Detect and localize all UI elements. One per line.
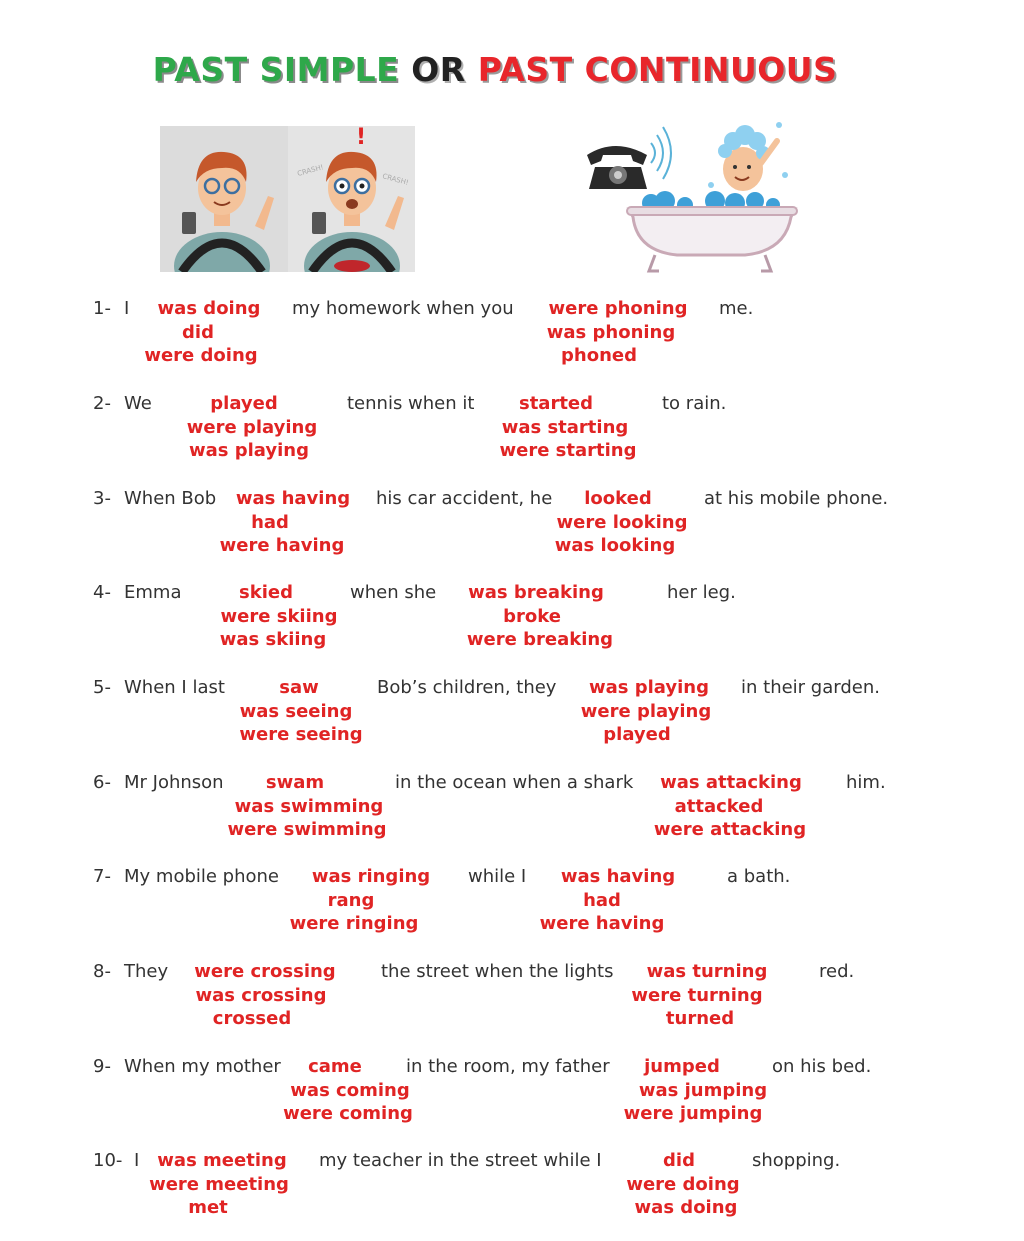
blank2-option-1[interactable]: was breaking — [468, 582, 604, 603]
exercise-number: 4- — [93, 582, 111, 603]
blank1-option-3[interactable]: was skiing — [219, 629, 327, 650]
blank1-option-2[interactable]: was crossing — [195, 985, 327, 1006]
sentence-start: I — [124, 298, 130, 319]
blank1-option-2[interactable]: was coming — [290, 1080, 410, 1101]
sentence-middle: the street when the lights — [381, 961, 614, 982]
blank1-option-1[interactable]: were crossing — [194, 961, 336, 982]
blank2-option-3[interactable]: phoned — [561, 345, 637, 366]
exercise-number: 5- — [93, 677, 111, 698]
exercise-number: 2- — [93, 393, 111, 414]
exercise-number: 6- — [93, 772, 111, 793]
blank1-option-3[interactable]: were having — [219, 535, 345, 556]
blank2-option-3[interactable]: was looking — [554, 535, 676, 556]
exercise-10 — [0, 1150, 1024, 1240]
title-past-continuous: PAST CONTINUOUS — [477, 50, 838, 89]
blank2-option-1[interactable]: started — [518, 393, 594, 414]
sentence-end: on his bed. — [772, 1056, 872, 1077]
blank2-option-1[interactable]: was having — [560, 866, 676, 887]
blank1-option-1[interactable]: came — [308, 1056, 362, 1077]
sentence-start: My mobile phone — [124, 866, 280, 887]
drivers-illustration — [160, 126, 415, 272]
blank2-option-3[interactable]: turned — [665, 1008, 735, 1029]
sentence-middle: when she — [350, 582, 437, 603]
title-past-simple: PAST SIMPLE — [152, 50, 400, 89]
sentence-end: him. — [846, 772, 886, 793]
title-or: OR — [411, 50, 466, 89]
blank1-option-3[interactable]: met — [188, 1197, 228, 1218]
blank1-option-1[interactable]: was having — [235, 488, 351, 509]
exercise-6 — [0, 772, 1024, 862]
sentence-start: When my mother — [124, 1056, 281, 1077]
sentence-start: They — [124, 961, 169, 982]
blank2-option-1[interactable]: were phoning — [548, 298, 688, 319]
exercise-4 — [0, 582, 1024, 672]
blank2-option-2[interactable]: was jumping — [638, 1080, 768, 1101]
blank1-option-2[interactable]: were skiing — [220, 606, 338, 627]
sentence-end: a bath. — [727, 866, 791, 887]
blank1-option-1[interactable]: saw — [279, 677, 319, 698]
blank1-option-3[interactable]: were doing — [144, 345, 258, 366]
blank1-option-2[interactable]: were meeting — [149, 1174, 289, 1195]
blank1-option-3[interactable]: crossed — [212, 1008, 292, 1029]
exercise-number: 1- — [93, 298, 111, 319]
blank1-option-2[interactable]: did — [182, 322, 214, 343]
blank2-option-2[interactable]: were turning — [631, 985, 763, 1006]
blank1-option-1[interactable]: swam — [265, 772, 325, 793]
sentence-middle: tennis when it — [347, 393, 475, 414]
sentence-start: When Bob — [124, 488, 217, 509]
telephone-icon — [587, 127, 671, 189]
blank1-option-2[interactable]: was seeing — [239, 701, 353, 722]
blank1-option-2[interactable]: were playing — [186, 417, 318, 438]
blank2-option-2[interactable]: was starting — [501, 417, 629, 438]
exercise-number: 3- — [93, 488, 111, 509]
blank2-option-2[interactable]: attacked — [674, 796, 764, 817]
exercise-7 — [0, 866, 1024, 956]
blank1-option-1[interactable]: was doing — [157, 298, 261, 319]
exercise-1 — [0, 298, 1024, 388]
sentence-middle: my homework when you — [292, 298, 514, 319]
exercise-2 — [0, 393, 1024, 483]
blank2-option-3[interactable]: were attacking — [653, 819, 807, 840]
blank2-option-1[interactable]: jumped — [644, 1056, 720, 1077]
phone-bath-illustration — [585, 115, 800, 275]
blank2-option-1[interactable]: was playing — [588, 677, 710, 698]
sentence-start: Emma — [124, 582, 182, 603]
exercise-number: 8- — [93, 961, 111, 982]
blank2-option-2[interactable]: was phoning — [546, 322, 676, 343]
exercise-9 — [0, 1056, 1024, 1146]
exercise-5 — [0, 677, 1024, 767]
blank1-option-3[interactable]: was playing — [188, 440, 310, 461]
blank1-option-1[interactable]: was ringing — [311, 866, 431, 887]
sentence-middle: in the ocean when a shark — [395, 772, 634, 793]
sentence-start: We — [124, 393, 152, 414]
blank2-option-3[interactable]: were having — [539, 913, 665, 934]
blank1-option-2[interactable]: had — [251, 512, 289, 533]
exercise-number: 7- — [93, 866, 111, 887]
sentence-end: in their garden. — [741, 677, 880, 698]
sentence-end: her leg. — [667, 582, 736, 603]
crash-caption-2: CRASH! — [381, 172, 410, 187]
exercise-8 — [0, 961, 1024, 1051]
sentence-end: at his mobile phone. — [704, 488, 889, 509]
sentence-end: shopping. — [752, 1150, 841, 1171]
blank1-option-3[interactable]: were swimming — [227, 819, 387, 840]
blank2-option-1[interactable]: did — [663, 1150, 695, 1171]
blank2-option-2[interactable]: were playing — [580, 701, 712, 722]
sentence-middle: his car accident, he — [376, 488, 553, 509]
sentence-start: Mr Johnson — [124, 772, 224, 793]
exercise-number: 9- — [93, 1056, 111, 1077]
blank1-option-3[interactable]: were seeing — [239, 724, 363, 745]
crash-caption-1: CRASH! — [296, 163, 325, 178]
sentence-start: I — [134, 1150, 140, 1171]
blank2-option-1[interactable]: looked — [584, 488, 652, 509]
sentence-end: red. — [819, 961, 855, 982]
blank2-option-1[interactable]: was turning — [646, 961, 768, 982]
blank1-option-2[interactable]: was swimming — [234, 796, 384, 817]
blank1-option-2[interactable]: rang — [327, 890, 375, 911]
blank2-option-3[interactable]: was doing — [634, 1197, 738, 1218]
sentence-end: me. — [719, 298, 754, 319]
blank2-option-3[interactable]: were starting — [499, 440, 637, 461]
blank2-option-3[interactable]: were jumping — [623, 1103, 763, 1124]
sentence-middle: Bob’s children, they — [377, 677, 557, 698]
alert-mark: ! — [356, 126, 367, 150]
sentence-middle: in the room, my father — [406, 1056, 610, 1077]
sentence-middle: while I — [468, 866, 527, 887]
blank2-option-2[interactable]: broke — [503, 606, 561, 627]
exercise-3 — [0, 488, 1024, 578]
blank2-option-2[interactable]: were doing — [626, 1174, 740, 1195]
blank2-option-2[interactable]: had — [583, 890, 621, 911]
blank1-option-3[interactable]: were ringing — [289, 913, 419, 934]
sentence-end: to rain. — [662, 393, 727, 414]
blank1-option-1[interactable]: played — [210, 393, 278, 414]
sentence-middle: my teacher in the street while I — [319, 1150, 602, 1171]
sentence-start: When I last — [124, 677, 225, 698]
blank1-option-3[interactable]: were coming — [283, 1103, 413, 1124]
blank1-option-1[interactable]: was meeting — [157, 1150, 287, 1171]
blank2-option-1[interactable]: was attacking — [660, 772, 802, 793]
blank1-option-1[interactable]: skied — [239, 582, 293, 603]
blank2-option-2[interactable]: were looking — [556, 512, 688, 533]
page-title — [0, 50, 990, 89]
blank2-option-3[interactable]: played — [603, 724, 671, 745]
blank2-option-3[interactable]: were breaking — [466, 629, 614, 650]
exercise-number: 10- — [93, 1150, 123, 1171]
